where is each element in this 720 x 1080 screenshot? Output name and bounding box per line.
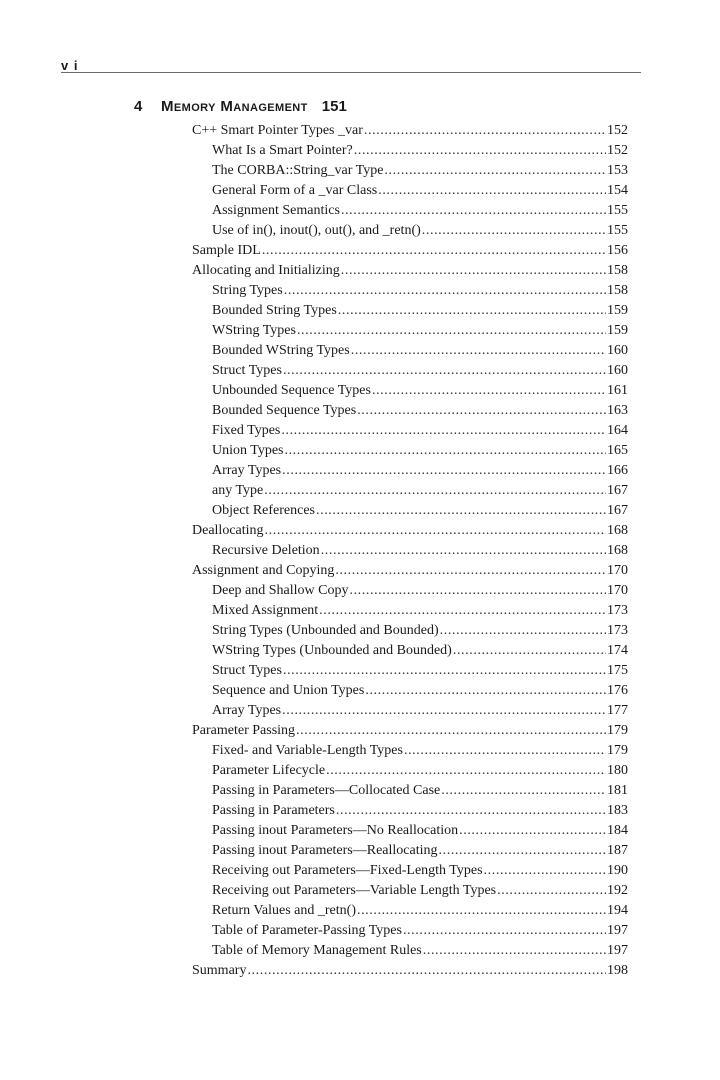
toc-entry-page: 177 [607, 703, 628, 718]
toc-entry-label: Receiving out Parameters—Variable Length Types [212, 883, 497, 898]
dot-leader [404, 741, 606, 761]
toc-entry-page: 170 [607, 583, 628, 598]
dot-leader [284, 441, 606, 461]
toc-entry-label: Fixed Types [212, 423, 281, 438]
dot-leader [341, 261, 606, 281]
toc-entry-page: 152 [607, 143, 628, 158]
toc-entry [192, 721, 628, 741]
toc-entry-page: 170 [607, 563, 628, 578]
toc-entry [212, 221, 628, 241]
dot-leader [354, 141, 606, 161]
toc-entry-label: Passing in Parameters—Collocated Case [212, 783, 441, 798]
toc-entry [212, 881, 628, 901]
dot-leader [335, 561, 606, 581]
toc-entry-label: Passing inout Parameters—Reallocating [212, 843, 438, 858]
toc-entry-label: Struct Types [212, 663, 282, 678]
dot-leader [262, 241, 606, 261]
toc-entry-page: 174 [607, 643, 628, 658]
toc-entry [212, 401, 628, 421]
toc-entry-page: 158 [607, 263, 628, 278]
toc-entry [212, 501, 628, 521]
dot-leader [384, 161, 606, 181]
toc-entry-label: Assignment Semantics [212, 203, 340, 218]
chapter-number: 4 [134, 98, 143, 115]
toc-entry-label: Union Types [212, 443, 284, 458]
chapter-heading [134, 98, 347, 115]
toc-entry [212, 341, 628, 361]
toc-entry-page: 164 [607, 423, 628, 438]
toc-entry-label: Sample IDL [192, 243, 261, 258]
toc-entry-label: Passing inout Parameters—No Reallocation [212, 823, 459, 838]
toc-entry-page: 160 [607, 363, 628, 378]
dot-leader [264, 481, 606, 501]
toc-entry [212, 741, 628, 761]
dot-leader [453, 641, 606, 661]
toc-entry-page: 181 [607, 783, 628, 798]
toc-entry-label: Recursive Deletion [212, 543, 320, 558]
toc-entry [212, 281, 628, 301]
toc-entry-label: Parameter Lifecycle [212, 763, 326, 778]
toc-entry-page: 184 [607, 823, 628, 838]
dot-leader [351, 341, 606, 361]
dot-leader [283, 661, 606, 681]
toc-entry [212, 581, 628, 601]
dot-leader [296, 721, 606, 741]
dot-leader [282, 701, 606, 721]
toc-entry [212, 821, 628, 841]
toc-entry [212, 441, 628, 461]
toc-entry [212, 421, 628, 441]
toc-entry-label: C++ Smart Pointer Types _var [192, 123, 363, 138]
toc-entry [212, 301, 628, 321]
dot-leader [319, 601, 606, 621]
dot-leader [284, 281, 606, 301]
toc-entry [192, 961, 628, 981]
toc-entry-label: Receiving out Parameters—Fixed-Length Types [212, 863, 483, 878]
toc-entry [212, 141, 628, 161]
toc-entry-label: General Form of a _var Class [212, 183, 378, 198]
toc-entry-label: Bounded WString Types [212, 343, 350, 358]
toc-entry-label: Table of Memory Management Rules [212, 943, 422, 958]
toc-entry-page: 155 [607, 203, 628, 218]
toc-entry [212, 361, 628, 381]
dot-leader [297, 321, 606, 341]
dot-leader [403, 921, 606, 941]
toc-entry-label: Bounded String Types [212, 303, 337, 318]
header-rule [61, 72, 641, 73]
toc-entry [212, 321, 628, 341]
running-head: v i [61, 58, 79, 73]
dot-leader [440, 621, 606, 641]
toc-entry-page: 190 [607, 863, 628, 878]
dot-leader [341, 201, 606, 221]
toc-entry-label: Deep and Shallow Copy [212, 583, 349, 598]
dot-leader [321, 541, 606, 561]
toc-entry-label: any Type [212, 483, 264, 498]
toc-entry [192, 241, 628, 261]
toc-entry-page: 165 [607, 443, 628, 458]
dot-leader [338, 301, 606, 321]
dot-leader [247, 961, 606, 981]
toc-entry-page: 197 [607, 943, 628, 958]
toc-entry-label: The CORBA::String_var Type [212, 163, 384, 178]
toc-entry [212, 681, 628, 701]
toc-entry-page: 159 [607, 323, 628, 338]
dot-leader [281, 421, 606, 441]
toc-entry-page: 198 [607, 963, 628, 978]
toc-entry [212, 161, 628, 181]
toc-entry-label: Table of Parameter-Passing Types [212, 923, 402, 938]
dot-leader [282, 461, 606, 481]
toc-entry-label: Bounded Sequence Types [212, 403, 357, 418]
chapter-page: 151 [321, 98, 347, 115]
dot-leader [357, 901, 606, 921]
dot-leader [316, 501, 606, 521]
dot-leader [372, 381, 606, 401]
toc-entry-label: Return Values and _retn() [212, 903, 356, 918]
toc-entry-label: Object References [212, 503, 315, 518]
toc-entry-label: What Is a Smart Pointer? [212, 143, 353, 158]
toc-entry [212, 481, 628, 501]
dot-leader [423, 941, 606, 961]
toc-entry-page: 173 [607, 623, 628, 638]
toc-entry [212, 921, 628, 941]
dot-leader [441, 781, 606, 801]
dot-leader [422, 221, 606, 241]
toc-entry-label: Passing in Parameters [212, 803, 335, 818]
dot-leader [497, 881, 606, 901]
dot-leader [364, 121, 606, 141]
toc-entry-page: 161 [607, 383, 628, 398]
dot-leader [326, 761, 606, 781]
toc-entry-page: 159 [607, 303, 628, 318]
toc-entry-page: 179 [607, 743, 628, 758]
toc-entry-page: 183 [607, 803, 628, 818]
toc-entry-page: 154 [607, 183, 628, 198]
toc-entry-page: 168 [607, 543, 628, 558]
toc-entry [212, 641, 628, 661]
dot-leader [459, 821, 606, 841]
toc-entry-label: String Types [212, 283, 283, 298]
toc-entry-page: 176 [607, 683, 628, 698]
toc-entry-label: Struct Types [212, 363, 282, 378]
dot-leader [365, 681, 606, 701]
toc-entry-label: Allocating and Initializing [192, 263, 340, 278]
toc-entry-label: Array Types [212, 703, 282, 718]
toc-entry-label: String Types (Unbounded and Bounded) [212, 623, 439, 638]
dot-leader [357, 401, 606, 421]
toc-entry-page: 153 [607, 163, 628, 178]
toc-entry [212, 861, 628, 881]
toc-entry-page: 175 [607, 663, 628, 678]
toc-entry-label: WString Types (Unbounded and Bounded) [212, 643, 452, 658]
toc-entry-label: Array Types [212, 463, 282, 478]
dot-leader [439, 841, 606, 861]
toc-entry-label: Parameter Passing [192, 723, 296, 738]
toc-entry-label: Unbounded Sequence Types [212, 383, 371, 398]
dot-leader [484, 861, 606, 881]
chapter-title: Memory Management [161, 98, 308, 115]
toc-entry-page: 194 [607, 903, 628, 918]
toc-entry [212, 201, 628, 221]
dot-leader [378, 181, 606, 201]
toc-entry-page: 187 [607, 843, 628, 858]
toc-entry-label: Assignment and Copying [192, 563, 335, 578]
toc-entry [212, 541, 628, 561]
toc-entry-page: 163 [607, 403, 628, 418]
toc-entry-label: WString Types [212, 323, 296, 338]
toc-entry-page: 166 [607, 463, 628, 478]
toc-entry [212, 661, 628, 681]
toc-entry [212, 941, 628, 961]
dot-leader [336, 801, 606, 821]
toc-entry-label: Sequence and Union Types [212, 683, 365, 698]
dot-leader [265, 521, 606, 541]
toc-entry [212, 381, 628, 401]
toc-entry-page: 155 [607, 223, 628, 238]
toc-entry-label: Fixed- and Variable-Length Types [212, 743, 403, 758]
toc-entry [212, 461, 628, 481]
toc-entry-page: 167 [607, 483, 628, 498]
toc-entry [192, 261, 628, 281]
toc-entry-page: 197 [607, 923, 628, 938]
toc-entry [212, 621, 628, 641]
toc-entry [212, 181, 628, 201]
toc-entry [192, 561, 628, 581]
toc-entry-page: 158 [607, 283, 628, 298]
toc-entry [192, 121, 628, 141]
toc-entry-page: 180 [607, 763, 628, 778]
toc-entry [212, 801, 628, 821]
toc-entry [212, 781, 628, 801]
toc-entry [212, 761, 628, 781]
toc-entry-page: 168 [607, 523, 628, 538]
toc-entry-label: Summary [192, 963, 247, 978]
toc-entry-page: 160 [607, 343, 628, 358]
toc-entry-label: Mixed Assignment [212, 603, 319, 618]
toc-entry [212, 841, 628, 861]
toc-entry-label: Deallocating [192, 523, 264, 538]
toc-entry-label: Use of in(), inout(), out(), and _retn() [212, 223, 421, 238]
toc-entry-page: 173 [607, 603, 628, 618]
toc-entry-page: 156 [607, 243, 628, 258]
dot-leader [349, 581, 606, 601]
toc-entry-page: 179 [607, 723, 628, 738]
toc-entry [212, 701, 628, 721]
toc-entry [192, 521, 628, 541]
toc-entry [212, 601, 628, 621]
toc-entry-page: 167 [607, 503, 628, 518]
toc-entry [212, 901, 628, 921]
dot-leader [283, 361, 606, 381]
toc-entry-page: 152 [607, 123, 628, 138]
toc-entry-page: 192 [607, 883, 628, 898]
